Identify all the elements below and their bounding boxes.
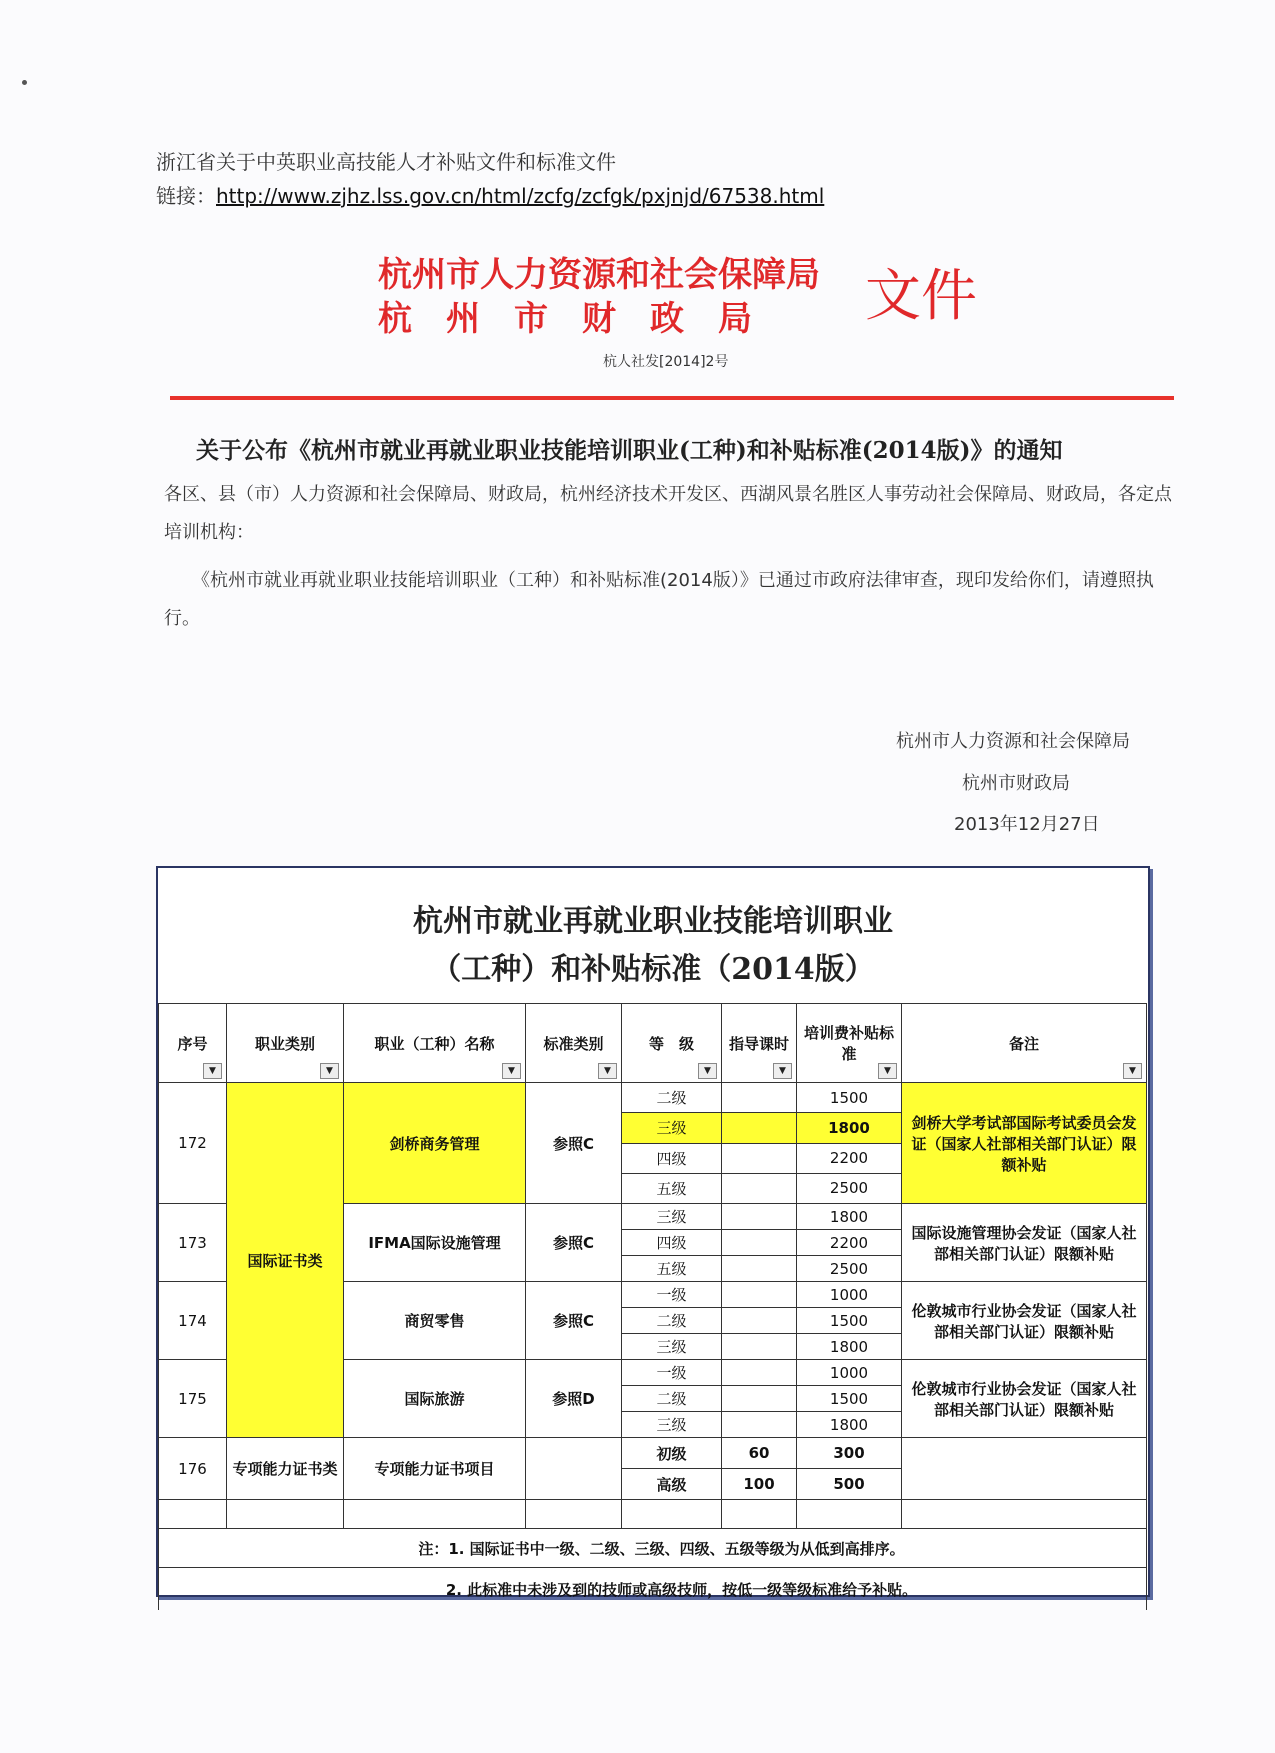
subsidy-cell: 300 bbox=[797, 1438, 902, 1469]
filter-dropdown-icon[interactable]: ▼ bbox=[773, 1063, 792, 1079]
scan-speck bbox=[22, 80, 27, 85]
subsidy-cell: 2200 bbox=[797, 1143, 902, 1173]
remarks-cell bbox=[902, 1438, 1147, 1500]
hours-cell bbox=[722, 1360, 797, 1386]
subsidy-cell: 2500 bbox=[797, 1173, 902, 1203]
table-row bbox=[159, 1438, 1147, 1469]
hours-cell bbox=[722, 1334, 797, 1360]
hours-cell bbox=[722, 1256, 797, 1282]
header-org-line1: 杭州市人力资源和社会保障局 bbox=[378, 255, 820, 295]
red-divider bbox=[170, 396, 1174, 400]
row-no: 173 bbox=[159, 1204, 227, 1282]
hours-cell bbox=[722, 1083, 797, 1113]
filter-dropdown-icon[interactable]: ▼ bbox=[203, 1063, 222, 1079]
level-cell: 高级 bbox=[622, 1469, 722, 1500]
hours-cell bbox=[722, 1308, 797, 1334]
subsidy-cell: 500 bbox=[797, 1469, 902, 1500]
level-cell: 四级 bbox=[622, 1230, 722, 1256]
standard-type: 参照C bbox=[526, 1083, 622, 1204]
hours-cell bbox=[722, 1282, 797, 1308]
col-header-name: 职业（工种）名称 ▼ bbox=[344, 1004, 526, 1083]
source-link[interactable]: http://www.zjhz.lss.gov.cn/html/zcfg/zcfgk/pxjnjd/67538.html bbox=[216, 184, 825, 208]
subsidy-cell: 1000 bbox=[797, 1282, 902, 1308]
subsidy-cell: 1800 bbox=[797, 1204, 902, 1230]
col-header-remarks: 备注 ▼ bbox=[902, 1004, 1147, 1083]
level-cell: 三级 bbox=[622, 1334, 722, 1360]
remarks-cell: 伦敦城市行业协会发证（国家人社部相关部门认证）限额补贴 bbox=[902, 1282, 1147, 1360]
standard-type: 参照C bbox=[526, 1204, 622, 1282]
occupation-name: 专项能力证书项目 bbox=[344, 1438, 526, 1500]
header-wenjian: 文件 bbox=[865, 264, 977, 329]
level-cell: 一级 bbox=[622, 1282, 722, 1308]
col-header-standard: 标准类别 ▼ bbox=[526, 1004, 622, 1083]
standards-table-frame bbox=[156, 866, 1150, 1597]
signature-org-2: 杭州市财政局 bbox=[962, 773, 1070, 794]
standard-type bbox=[526, 1438, 622, 1500]
remarks-cell: 国际设施管理协会发证（国家人社部相关部门认证）限额补贴 bbox=[902, 1204, 1147, 1282]
hours-cell: 60 bbox=[722, 1438, 797, 1469]
level-cell: 二级 bbox=[622, 1083, 722, 1113]
occupation-name: 剑桥商务管理 bbox=[344, 1083, 526, 1204]
row-no: 176 bbox=[159, 1438, 227, 1500]
hours-cell bbox=[722, 1386, 797, 1412]
level-cell: 三级 bbox=[622, 1113, 722, 1143]
level-cell: 一级 bbox=[622, 1360, 722, 1386]
signature-org-1: 杭州市人力资源和社会保障局 bbox=[896, 731, 1130, 752]
level-cell: 二级 bbox=[622, 1308, 722, 1334]
occupation-name: IFMA国际设施管理 bbox=[344, 1204, 526, 1282]
level-cell: 四级 bbox=[622, 1143, 722, 1173]
standard-type: 参照C bbox=[526, 1282, 622, 1360]
filter-dropdown-icon[interactable]: ▼ bbox=[320, 1063, 339, 1079]
header-org-line2: 杭 州 市 财 政 局 bbox=[378, 299, 752, 339]
table-title-line2: （工种）和补贴标准（2014版） bbox=[431, 952, 875, 987]
footnote-1: 注：1. 国际证书中一级、二级、三级、四级、五级等级为从低到高排序。 bbox=[159, 1529, 1147, 1568]
col-header-level: 等 级 ▼ bbox=[622, 1004, 722, 1083]
filter-dropdown-icon[interactable]: ▼ bbox=[598, 1063, 617, 1079]
table-row bbox=[159, 1083, 1147, 1113]
filter-dropdown-icon[interactable]: ▼ bbox=[878, 1063, 897, 1079]
filter-dropdown-icon[interactable]: ▼ bbox=[502, 1063, 521, 1079]
category-cell: 专项能力证书类 bbox=[227, 1438, 344, 1500]
standard-type: 参照D bbox=[526, 1360, 622, 1438]
category-cell: 国际证书类 bbox=[227, 1083, 344, 1438]
footnote-row-1 bbox=[159, 1529, 1147, 1568]
level-cell: 初级 bbox=[622, 1438, 722, 1469]
table-header-row bbox=[159, 1004, 1147, 1083]
level-cell: 三级 bbox=[622, 1412, 722, 1438]
subsidy-cell: 1500 bbox=[797, 1083, 902, 1113]
col-header-category: 职业类别 ▼ bbox=[227, 1004, 344, 1083]
filter-dropdown-icon[interactable]: ▼ bbox=[1123, 1063, 1142, 1079]
hours-cell bbox=[722, 1113, 797, 1143]
subsidy-cell: 1000 bbox=[797, 1360, 902, 1386]
row-no: 175 bbox=[159, 1360, 227, 1438]
subsidy-cell: 2500 bbox=[797, 1256, 902, 1282]
notice-paragraph-2: 《杭州市就业再就业职业技能培训职业（工种）和补贴标准(2014版）》已通过市政府法律审查，现印发给你们，请遵照执行。 bbox=[164, 570, 1154, 629]
signature-date: 2013年12月27日 bbox=[954, 814, 1100, 835]
standards-table bbox=[158, 1003, 1147, 1610]
hours-cell bbox=[722, 1143, 797, 1173]
intro-link-line bbox=[156, 180, 824, 209]
subsidy-cell: 1800 bbox=[797, 1113, 902, 1143]
intro-title: 浙江省关于中英职业高技能人才补贴文件和标准文件 bbox=[156, 150, 616, 174]
hours-cell: 100 bbox=[722, 1469, 797, 1500]
row-no: 174 bbox=[159, 1282, 227, 1360]
subsidy-cell: 1800 bbox=[797, 1412, 902, 1438]
occupation-name: 国际旅游 bbox=[344, 1360, 526, 1438]
subsidy-cell: 1800 bbox=[797, 1334, 902, 1360]
filter-dropdown-icon[interactable]: ▼ bbox=[698, 1063, 717, 1079]
notice-paragraph-1: 各区、县（市）人力资源和社会保障局、财政局，杭州经济技术开发区、西湖风景名胜区人事劳动社会保障局、财政局，各定点培训机构： bbox=[164, 484, 1172, 543]
subsidy-cell: 1500 bbox=[797, 1386, 902, 1412]
level-cell: 二级 bbox=[622, 1386, 722, 1412]
hours-cell bbox=[722, 1173, 797, 1203]
remarks-cell: 伦敦城市行业协会发证（国家人社部相关部门认证）限额补贴 bbox=[902, 1360, 1147, 1438]
col-header-subsidy: 培训费补贴标准 ▼ bbox=[797, 1004, 902, 1083]
subsidy-cell: 2200 bbox=[797, 1230, 902, 1256]
footnote-2: 2. 此标准中未涉及到的技师或高级技师，按低一级等级标准给予补贴。 bbox=[159, 1568, 1147, 1611]
spacer-row bbox=[159, 1500, 1147, 1529]
footnote-row-2 bbox=[159, 1568, 1147, 1611]
level-cell: 五级 bbox=[622, 1256, 722, 1282]
hours-cell bbox=[722, 1204, 797, 1230]
col-header-no: 序号 ▼ bbox=[159, 1004, 227, 1083]
notice-title: 关于公布《杭州市就业再就业职业技能培训职业(工种)和补贴标准(2014版)》的通知 bbox=[196, 437, 1063, 464]
link-label: 链接： bbox=[156, 184, 216, 208]
subsidy-cell: 1500 bbox=[797, 1308, 902, 1334]
occupation-name: 商贸零售 bbox=[344, 1282, 526, 1360]
hours-cell bbox=[722, 1230, 797, 1256]
table-title bbox=[158, 898, 1148, 994]
level-cell: 五级 bbox=[622, 1173, 722, 1203]
col-header-hours: 指导课时 ▼ bbox=[722, 1004, 797, 1083]
doc-number: 杭人社发[2014]2号 bbox=[603, 354, 729, 370]
hours-cell bbox=[722, 1412, 797, 1438]
remarks-cell: 剑桥大学考试部国际考试委员会发证（国家人社部相关部门认证）限额补贴 bbox=[902, 1083, 1147, 1204]
table-title-line1: 杭州市就业再就业职业技能培训职业 bbox=[413, 904, 893, 939]
level-cell: 三级 bbox=[622, 1204, 722, 1230]
row-no: 172 bbox=[159, 1083, 227, 1204]
